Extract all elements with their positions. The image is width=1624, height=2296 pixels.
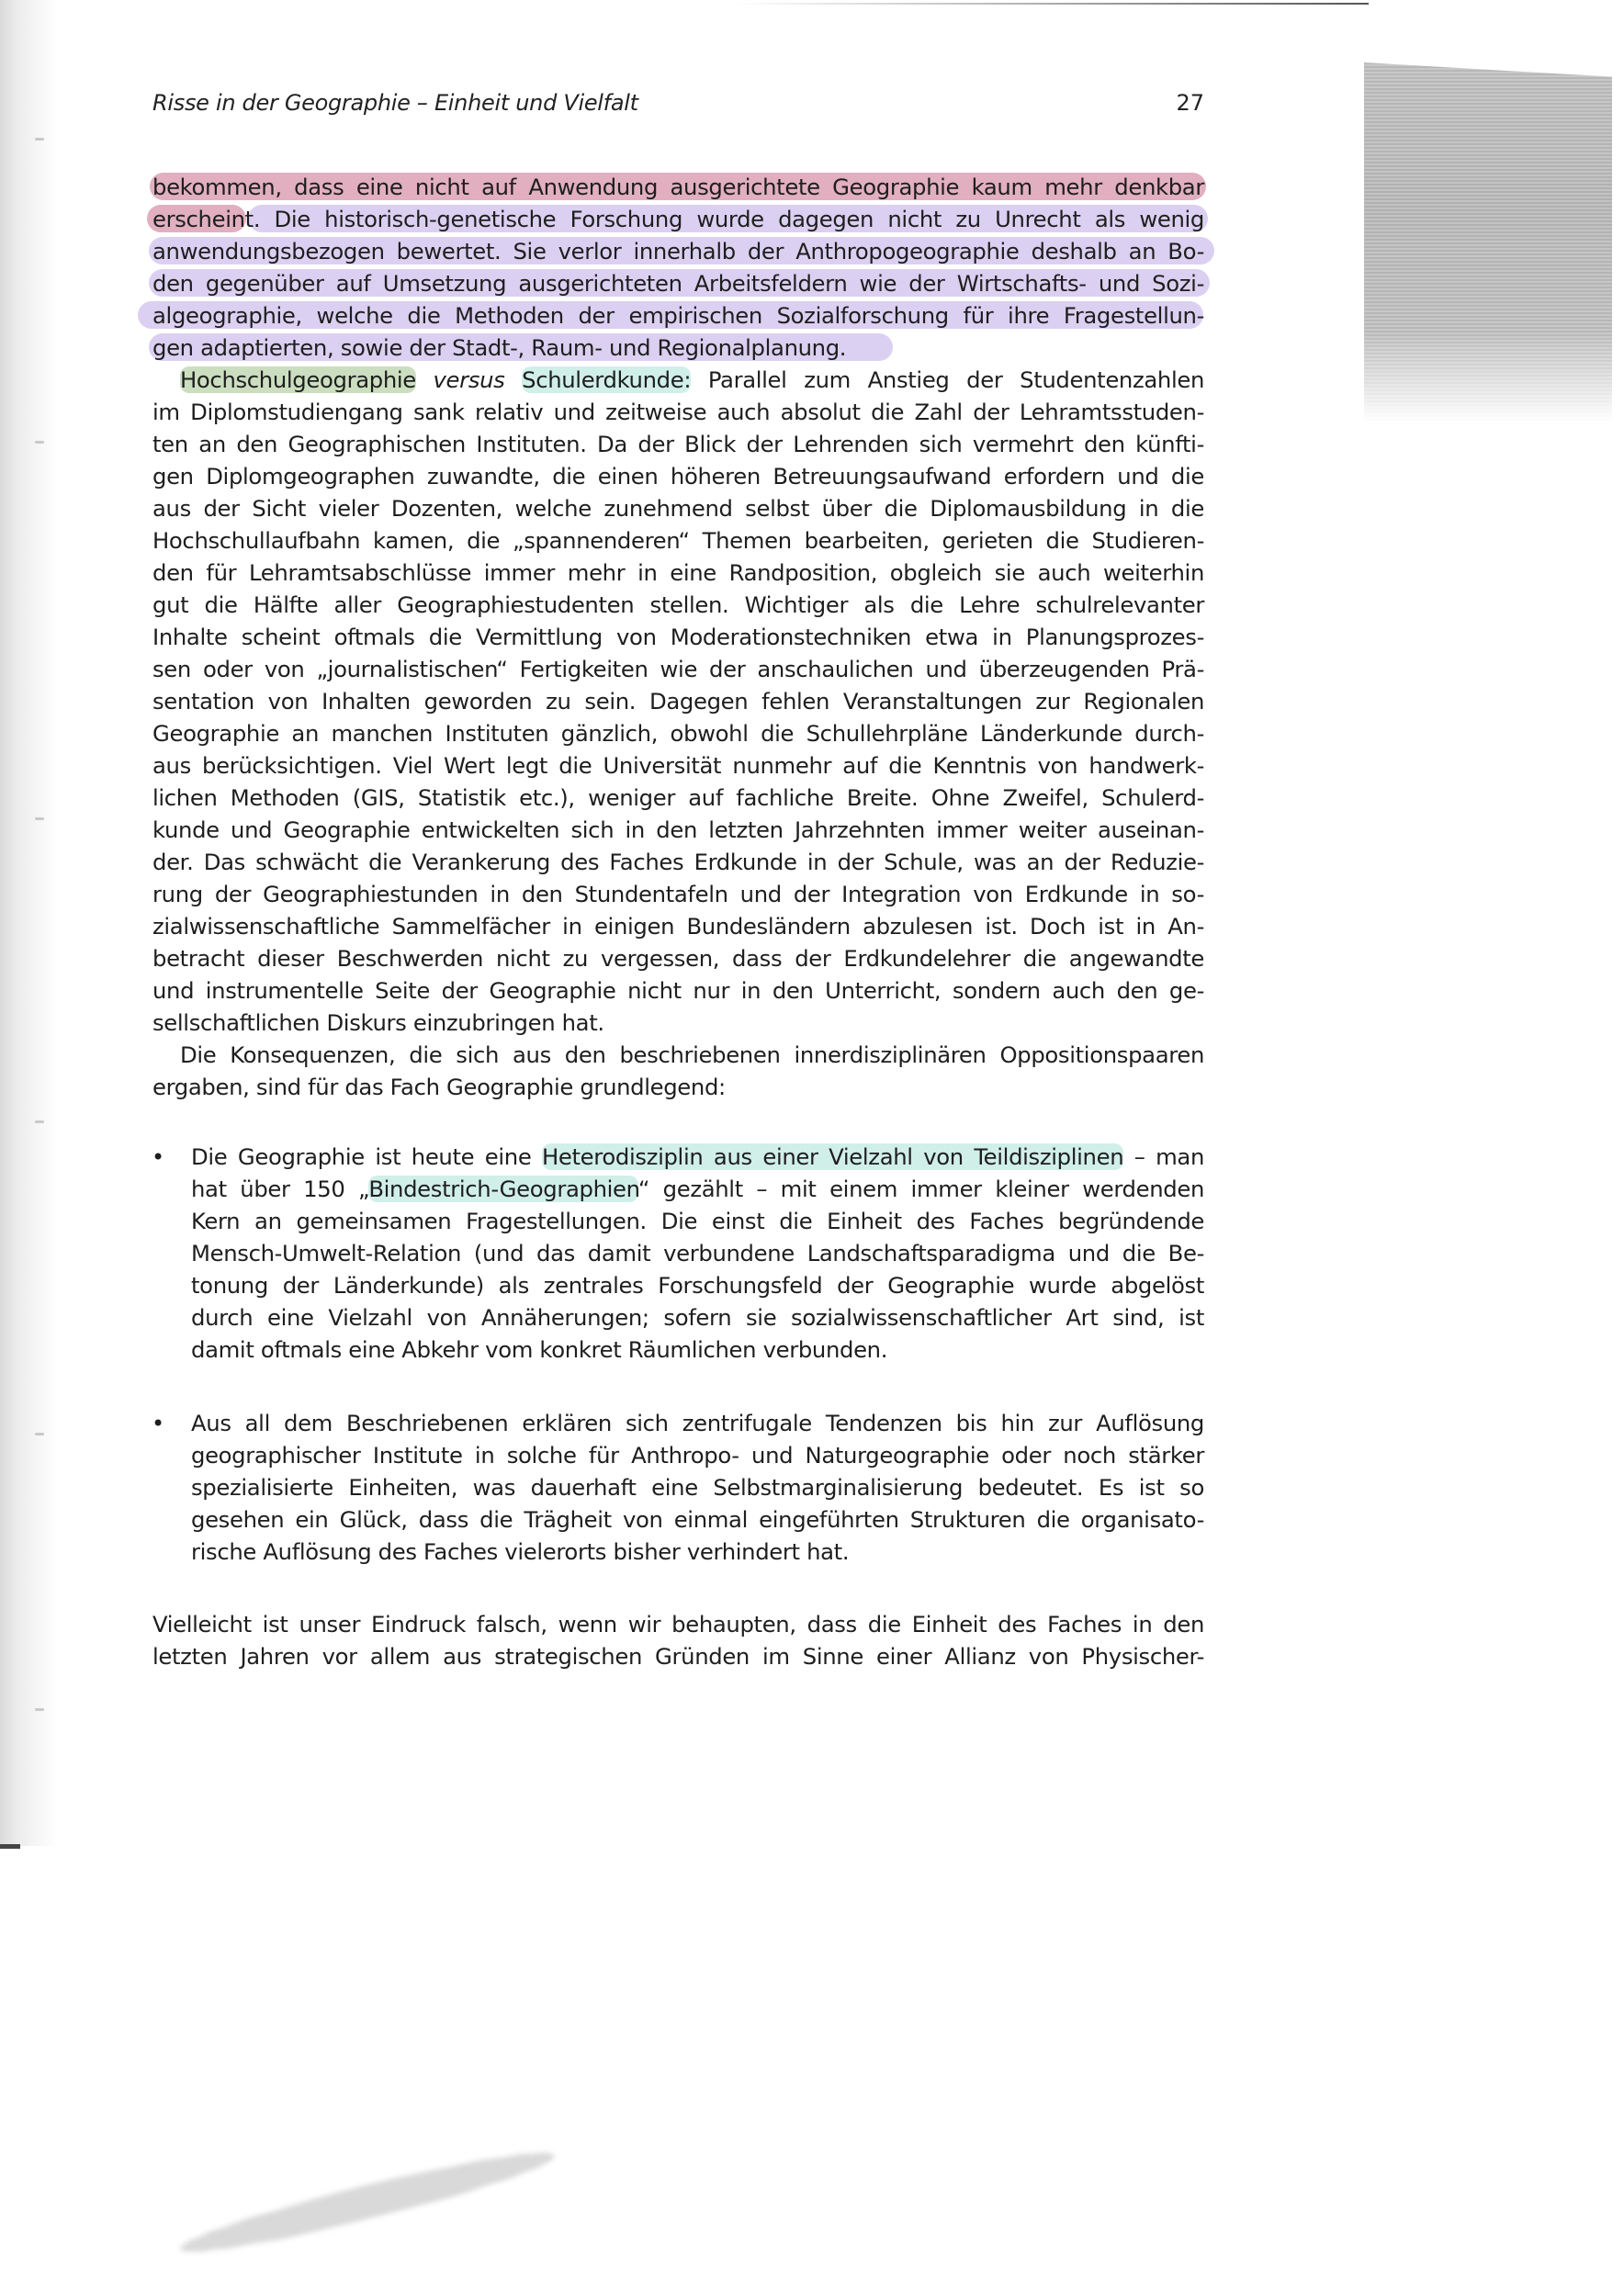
- scan-book-spine-shadow: [0, 0, 57, 1846]
- spine-mark: [35, 138, 44, 141]
- text-line: anwendungsbezogen bewertet. Sie verlor innerhalb der Anthropogeographie deshalb an Bo-: [152, 238, 1204, 264]
- text-line: ergaben, sind für das Fach Geographie grundlegend:: [152, 1074, 726, 1100]
- text-line: Inhalte scheint oftmals die Vermittlung von Moderationstechniken etwa in Planungsprozes-: [152, 624, 1204, 650]
- text-line: tonung der Länderkunde) als zentrales Forschungsfeld der Geographie wurde abgelöst: [191, 1272, 1204, 1299]
- text-line: lichen Methoden (GIS, Statistik etc.), weniger auf fachliche Breite. Ohne Zweifel, Schulerd-: [152, 784, 1204, 811]
- text-line: rung der Geographiestunden in den Stundentafeln und der Integration von Erdkunde in so-: [152, 881, 1204, 907]
- text-line: aus der Sicht vieler Dozenten, welche zunehmend selbst über die Diplomausbildung in die: [152, 495, 1204, 522]
- text-line: gut die Hälfte aller Geographiestudenten stellen. Wichtiger als die Lehre schulrelevanter: [152, 591, 1204, 618]
- text-run: “ gezählt – mit einem immer kleiner werdenden: [637, 1176, 1204, 1202]
- highlight-term-schulerdkunde: Schulerdkunde:: [522, 366, 692, 393]
- text-line: Die Konsequenzen, die sich aus den beschriebenen innerdisziplinären Oppositionspaaren: [180, 1041, 1204, 1068]
- text-line: bekommen, dass eine nicht auf Anwendung ausgerichtete Geographie kaum mehr denkbar: [152, 174, 1204, 200]
- text-line: betracht dieser Beschwerden nicht zu vergessen, dass der Erdkundelehrer die angewandte: [152, 945, 1204, 972]
- scan-edge-mark: [0, 1844, 20, 1849]
- text-run: Parallel zum Anstieg der Studentenzahlen: [707, 366, 1205, 393]
- text-line: erscheint. Die historisch-genetische Forschung wurde dagegen nicht zu Unrecht als wenig: [152, 206, 1204, 232]
- text-line: im Diplomstudiengang sank relativ und zeitweise auch absolut die Zahl der Lehramtsstuden-: [152, 399, 1204, 425]
- text-line-highlighted: [191, 1174, 1204, 1205]
- text-line: der. Das schwächt die Verankerung des Faches Erdkunde in der Schule, was an der Reduzie-: [152, 849, 1204, 875]
- text-line: kunde und Geographie entwickelten sich in den letzten Jahrzehnten immer weiter auseinan-: [152, 816, 1204, 843]
- bullet-marker: •: [152, 1144, 165, 1170]
- scan-top-edge-line: [735, 3, 1369, 5]
- highlight-heterodisziplin: Heterodisziplin aus einer Vielzahl von Teildisziplinen: [541, 1143, 1124, 1170]
- versus-italic: versus: [433, 366, 505, 393]
- spine-mark: [35, 441, 44, 444]
- highlight-bindestrich-geographien: Bindestrich-Geographien: [368, 1176, 638, 1202]
- highlight-term-hochschulgeographie: Hochschulgeographie: [180, 366, 416, 393]
- text-line: sellschaftlichen Diskurs einzubringen hat.: [152, 1009, 604, 1036]
- text-line: den gegenüber auf Umsetzung ausgerichteten Arbeitsfeldern wie der Wirtschafts- und Sozi-: [152, 270, 1204, 297]
- text-line: Geographie an manchen Instituten gänzlich, obwohl die Schullehrpläne Länderkunde durch-: [152, 720, 1204, 747]
- text-line: damit oftmals eine Abkehr vom konkret Räumlichen verbunden.: [191, 1336, 888, 1363]
- text-line: gen adaptierten, sowie der Stadt-, Raum- und Regionalplanung.: [152, 334, 847, 361]
- bullet-marker: •: [152, 1411, 165, 1436]
- running-title: Risse in der Geographie – Einheit und Vielfalt: [152, 90, 638, 116]
- text-line: ten an den Geographischen Instituten. Da der Blick der Lehrenden sich vermehrt den künfti-: [152, 431, 1204, 457]
- text-line: Aus all dem Beschriebenen erklären sich zentrifugale Tendenzen bis hin zur Auflösung: [191, 1410, 1204, 1436]
- spine-mark: [35, 1433, 44, 1435]
- text-line: gen Diplomgeographen zuwandte, die einen höheren Betreuungsaufwand erfordern und die: [152, 463, 1204, 490]
- text-line: geographischer Institute in solche für Anthropo- und Naturgeographie oder noch stärker: [191, 1442, 1204, 1469]
- text-run: – man: [1133, 1143, 1205, 1170]
- text-line: sentation von Inhalten geworden zu sein. Dagegen fehlen Veranstaltungen zur Regionalen: [152, 688, 1204, 715]
- spine-mark: [35, 817, 44, 820]
- text-line: Mensch-Umwelt-Relation (und das damit verbundene Landschaftsparadigma und die Be-: [191, 1240, 1204, 1266]
- spine-mark: [35, 1708, 44, 1711]
- text-line: letzten Jahren vor allem aus strategischen Gründen im Sinne einer Allianz von Physischer-: [152, 1643, 1204, 1670]
- spine-mark: [35, 1120, 44, 1123]
- text-line: zialwissenschaftliche Sammelfächer in einigen Bundesländern abzulesen ist. Doch ist in An-: [152, 913, 1204, 940]
- text-line: rische Auflösung des Faches vielerorts bisher verhindert hat.: [191, 1538, 850, 1565]
- text-line: und instrumentelle Seite der Geographie nicht nur in den Unterricht, sondern auch den ge-: [152, 977, 1204, 1004]
- text-line: Hochschullaufbahn kamen, die „spannenderen“ Themen bearbeiten, gerieten die Studieren-: [152, 527, 1204, 554]
- text-run: Die Geographie ist heute eine: [191, 1143, 532, 1170]
- text-line: den für Lehramtsabschlüsse immer mehr in eine Randposition, obgleich sie auch weiterhin: [152, 559, 1204, 586]
- scan-gray-artifact: [1364, 62, 1612, 422]
- text-line: Kern an gemeinsamen Fragestellungen. Die einst die Einheit des Faches begründende: [191, 1208, 1204, 1234]
- text-line: spezialisierte Einheiten, was dauerhaft eine Selbstmarginalisierung bedeutet. Es ist so: [191, 1474, 1204, 1501]
- text-line: sen oder von „journalistischen“ Fertigkeiten wie der anschaulichen und überzeugenden Prä-: [152, 656, 1204, 682]
- text-line: algeographie, welche die Methoden der empirischen Sozialforschung für ihre Fragestellun-: [152, 302, 1204, 329]
- text-line: aus berücksichtigen. Viel Wert legt die Universität nunmehr auf die Kenntnis von handwerk-: [152, 752, 1204, 779]
- text-line: gesehen ein Glück, dass die Trägheit von einmal eingeführten Strukturen die organisato-: [191, 1506, 1204, 1533]
- text-line: Vielleicht ist unser Eindruck falsch, wenn wir behaupten, dass die Einheit des Faches in den: [152, 1611, 1204, 1638]
- text-line: durch eine Vielzahl von Annäherungen; sofern sie sozialwissenschaftlicher Art sind, ist: [191, 1304, 1204, 1331]
- text-run: hat über 150 „: [191, 1176, 369, 1202]
- page-number: 27: [1176, 90, 1204, 116]
- text-line-highlighted: [191, 1142, 1204, 1173]
- scan-streak-artifact: [176, 2140, 558, 2266]
- text-line-lead: [152, 365, 1204, 396]
- running-header: [152, 90, 1204, 127]
